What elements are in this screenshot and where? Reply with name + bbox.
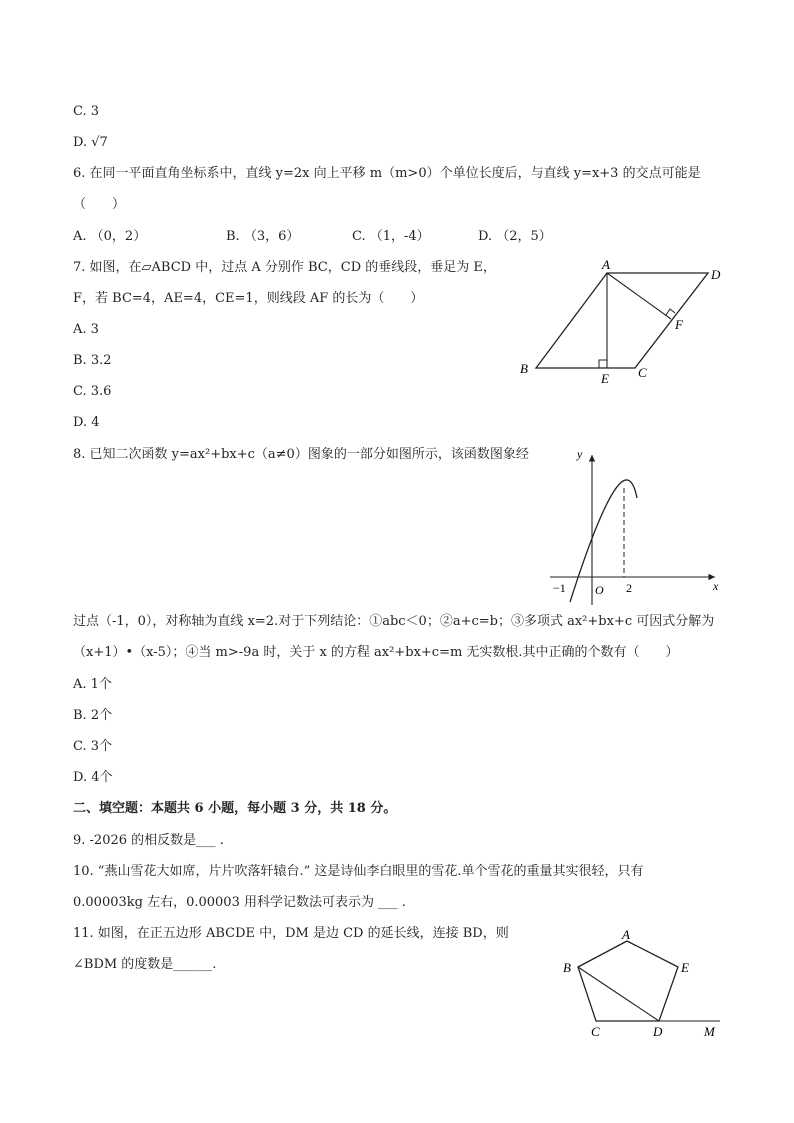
q8-stem-line2: 过点（-1，0），对称轴为直线 x=2.对于下列结论：①abc＜0；②a+c=b；③多项式 ax²+bx+c 可因式分解为: [73, 614, 715, 629]
q8-label-x: x: [713, 579, 719, 593]
q7-option-d: D. 4: [73, 415, 100, 430]
q11-label-a: A: [622, 927, 630, 942]
q6-stem-line2: （ ）: [73, 197, 126, 212]
q8-label-origin: O: [595, 583, 604, 597]
q10-line2: 0.00003kg 左右，0.00003 用科学记数法可表示为 ___ .: [73, 895, 406, 910]
q6-stem-line1: 6. 在同一平面直角坐标系中，直线 y=2x 向上平移 m（m>0）个单位长度后，与直线 y=x+3 的交点可能是: [73, 166, 701, 181]
q7-label-f: F: [675, 317, 683, 332]
q11-label-d: D: [653, 1024, 663, 1039]
q7-right-angle-e: [599, 360, 607, 368]
q7-stem-line1: 7. 如图，在▱ABCD 中，过点 A 分别作 BC，CD 的垂线段，垂足为 E，: [73, 260, 496, 275]
q11-label-b: B: [563, 960, 571, 975]
q7-label-d: D: [711, 267, 721, 282]
q7-option-a: A. 3: [73, 322, 99, 337]
q7-right-angle-f: [666, 309, 675, 315]
q5-option-d: D. √7: [73, 135, 108, 150]
q8-label-neg1: −1: [553, 581, 566, 595]
q8-stem-line1: 8. 已知二次函数 y=ax²+bx+c（a≠0）图象的一部分如图所示，该函数图象经: [73, 447, 529, 462]
q11-label-m: M: [704, 1024, 715, 1039]
q8-option-d: D. 4个: [73, 770, 113, 785]
q7-parallelogram-figure: [510, 255, 740, 390]
section2-heading: 二、填空题：本题共 6 小题，每小题 3 分，共 18 分。: [73, 801, 397, 816]
q8-option-a: A. 1个: [73, 677, 112, 692]
q8-option-b: B. 2个: [73, 708, 113, 723]
q5-option-c: C. 3: [73, 104, 100, 119]
q7-segment-af: [607, 273, 671, 319]
q9-text: 9. -2026 的相反数是___ .: [73, 833, 224, 848]
q7-label-b: B: [520, 361, 528, 376]
q7-stem-line2: F，若 BC=4，AE=4，CE=1，则线段 AF 的长为（ ）: [73, 291, 424, 306]
q8-parabola-figure: [545, 440, 730, 610]
q10-line1: 10. “燕山雪花大如席，片片吹落轩辕台.” 这是诗仙李白眼里的雪花.单个雪花的重量其实很轻，只有: [73, 864, 644, 879]
q8-label-y: y: [577, 447, 583, 461]
q11-label-c: C: [591, 1024, 600, 1039]
q8-label-2: 2: [626, 581, 632, 595]
q11-segment-bd: [578, 967, 659, 1021]
q11-pentagon: [578, 941, 678, 1021]
q11-line1: 11. 如图，在正五边形 ABCDE 中，DM 是边 CD 的延长线，连接 BD，则: [73, 926, 509, 941]
q8-stem-line3: （x+1）•（x-5）；④当 m>-9a 时，关于 x 的方程 ax²+bx+c=m 无实数根.其中正确的个数有（ ）: [73, 645, 679, 660]
q11-label-e: E: [681, 960, 689, 975]
q8-option-c: C. 3个: [73, 739, 113, 754]
q7-option-c: C. 3.6: [73, 384, 112, 399]
q7-label-a: A: [602, 257, 610, 272]
q7-label-e: E: [601, 371, 609, 386]
q7-label-c: C: [638, 365, 647, 380]
q11-line2: ∠BDM 的度数是______.: [73, 957, 217, 972]
q7-option-b: B. 3.2: [73, 353, 112, 368]
q11-pentagon-figure: [555, 925, 730, 1045]
q6-option-c: C. （1，-4）: [352, 229, 430, 244]
q6-option-d: D. （2，5）: [478, 229, 552, 244]
q6-option-a: A. （0，2）: [73, 229, 147, 244]
q6-option-b: B. （3，6）: [226, 229, 300, 244]
